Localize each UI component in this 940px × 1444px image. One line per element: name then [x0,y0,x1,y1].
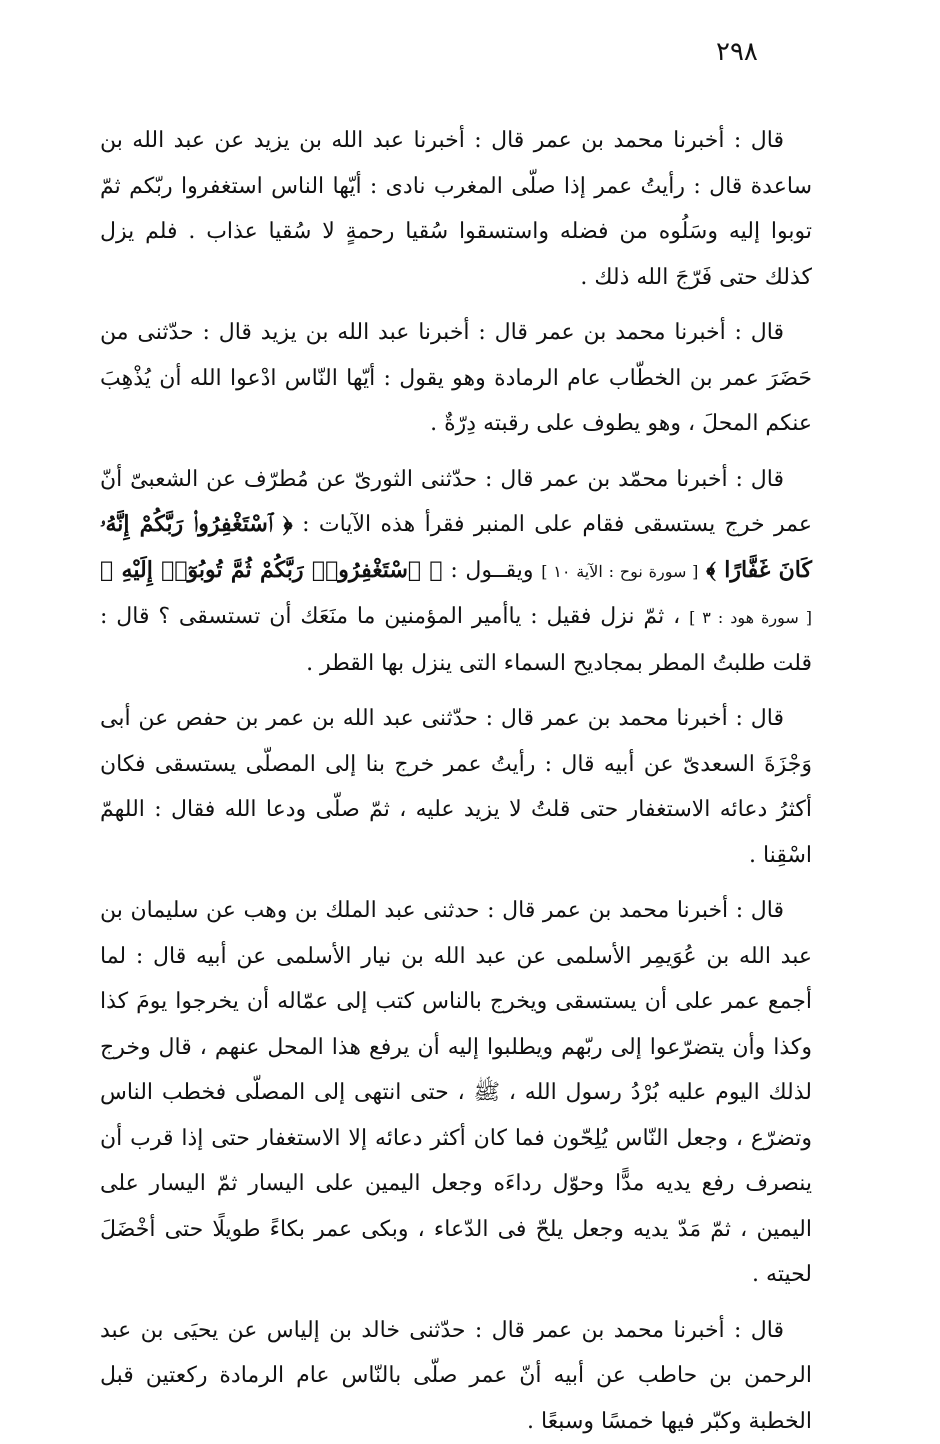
paragraph-3-text-a: قال : أخبرنا محمّد بن عمر قال : حدّثنى الثورىّ عن مُطرّف عن الشعبىّ أنّ عمر خرج يستسقى فقام على المنبر فقرأ هذه الآيات : [100,467,812,538]
paragraph-5: قال : أخبرنا محمد بن عمر قال : حدثنى عبد الملك بن وهب عن سليمان بن عبد الله بن عُوَيمِر الأسلمى عن عبد الله بن نيار الأسلمى عن أبيه قال : لما أجمع عمر على أن يستسقى ويخرج بالناس كتب إلى عمّاله أن يخرجوا يومَ كذا وكذا وأن يتضرّعوا إلى ربّهم ويطلبوا إليه أن يرفع هذا المحل عنهم ، قال وخرج لذلك اليوم عليه بُرْدُ رسول الله ، ﷺ ، حتى انتهى إلى المصلّى فخطب الناس وتضرّع ، وجعل النّاس يُلِحّون فما كان أكثر دعائه إلا الاستغفار حتى إذا قرب أن ينصرف رفع يديه مدًّا وحوّل رداءَه وجعل اليمين على اليسار ثمّ اليسار على اليمين ، ثمّ مَدّ يديه وجعل يلحّ فى الدّعاء ، وبكى عمر بكاءً طويلًا حتى أخْضَلَ لحيته . [100,888,812,1298]
verse-reference-2: [ سورة هود : ٣ ] [689,608,812,627]
paragraph-3 [100,457,812,687]
page-body [100,118,812,1444]
paragraph-2: قال : أخبرنا محمد بن عمر قال : أخبرنا عبد الله بن يزيد قال : حدّثنى من حَضَرَ عمر بن الخطّاب عام الرمادة وهو يقول : أيّها النّاس ادْعوا الله أن يُذْهِبَ عنكم المحلَ ، وهو يطوف على رقبته دِرّةٌ . [100,310,812,447]
paragraph-3-text-b: ويقــول : [450,558,533,583]
paragraph-4: قال : أخبرنا محمد بن عمر قال : حدّثنى عبد الله بن عمر بن حفص عن أبى وَجْزَةَ السعدىّ عن أبيه قال : رأيتُ عمر خرج بنا إلى المصلّى يستسقى فكان أكثرُ دعائه الاستغفار حتى قلتُ لا يزيد عليه ، ثمّ صلّى ودعا الله فقال : اللهمّ اسْقِنا . [100,696,812,878]
quran-verse-2: ﴿ ٱسْتَغْفِرُوا۟ رَبَّكُمْ ثُمَّ تُوبُوٓا۟ إِلَيْهِ ﴾ [100,557,443,583]
page-number: ٢٩٨ [716,32,806,72]
verse-reference-1: [ سورة نوح : الآية ١٠ ] [541,562,698,581]
paragraph-6: قال : أخبرنا محمد بن عمر قال : حدّثنى خالد بن إلياس عن يحيَى بن عبد الرحمن بن حاطب عن أبيه أنّ عمر صلّى بالنّاس عام الرمادة ركعتين قبل الخطبة وكبّر فيها خمسًا وسبعًا . [100,1308,812,1444]
paragraph-1: قال : أخبرنا محمد بن عمر قال : أخبرنا عبد الله بن يزيد عن عبد الله بن ساعدة قال : رأيتُ عمر إذا صلّى المغرب نادى : أيّها الناس استغفروا ربّكم ثمّ توبوا إليه وسَلُوه من فضله واستسقوا سُقيا رحمةٍ لا سُقيا عذاب . فلم يزل كذلك حتى فَرّجَ الله ذلك . [100,118,812,300]
paragraph-3-text-c: ، ثمّ نزل فقيل : ياأمير المؤمنين ما منَعَك أن تستسقى ؟ قال : قلت طلبتُ المطر بمجاديح السماء التى ينزل بها القطر . [100,604,812,676]
quran-verse-1: ﴿ ٱسْتَغْفِرُوا۟ رَبَّكُمْ إِنَّهُۥ كَانَ غَفَّارًا ﴾ [100,511,812,583]
